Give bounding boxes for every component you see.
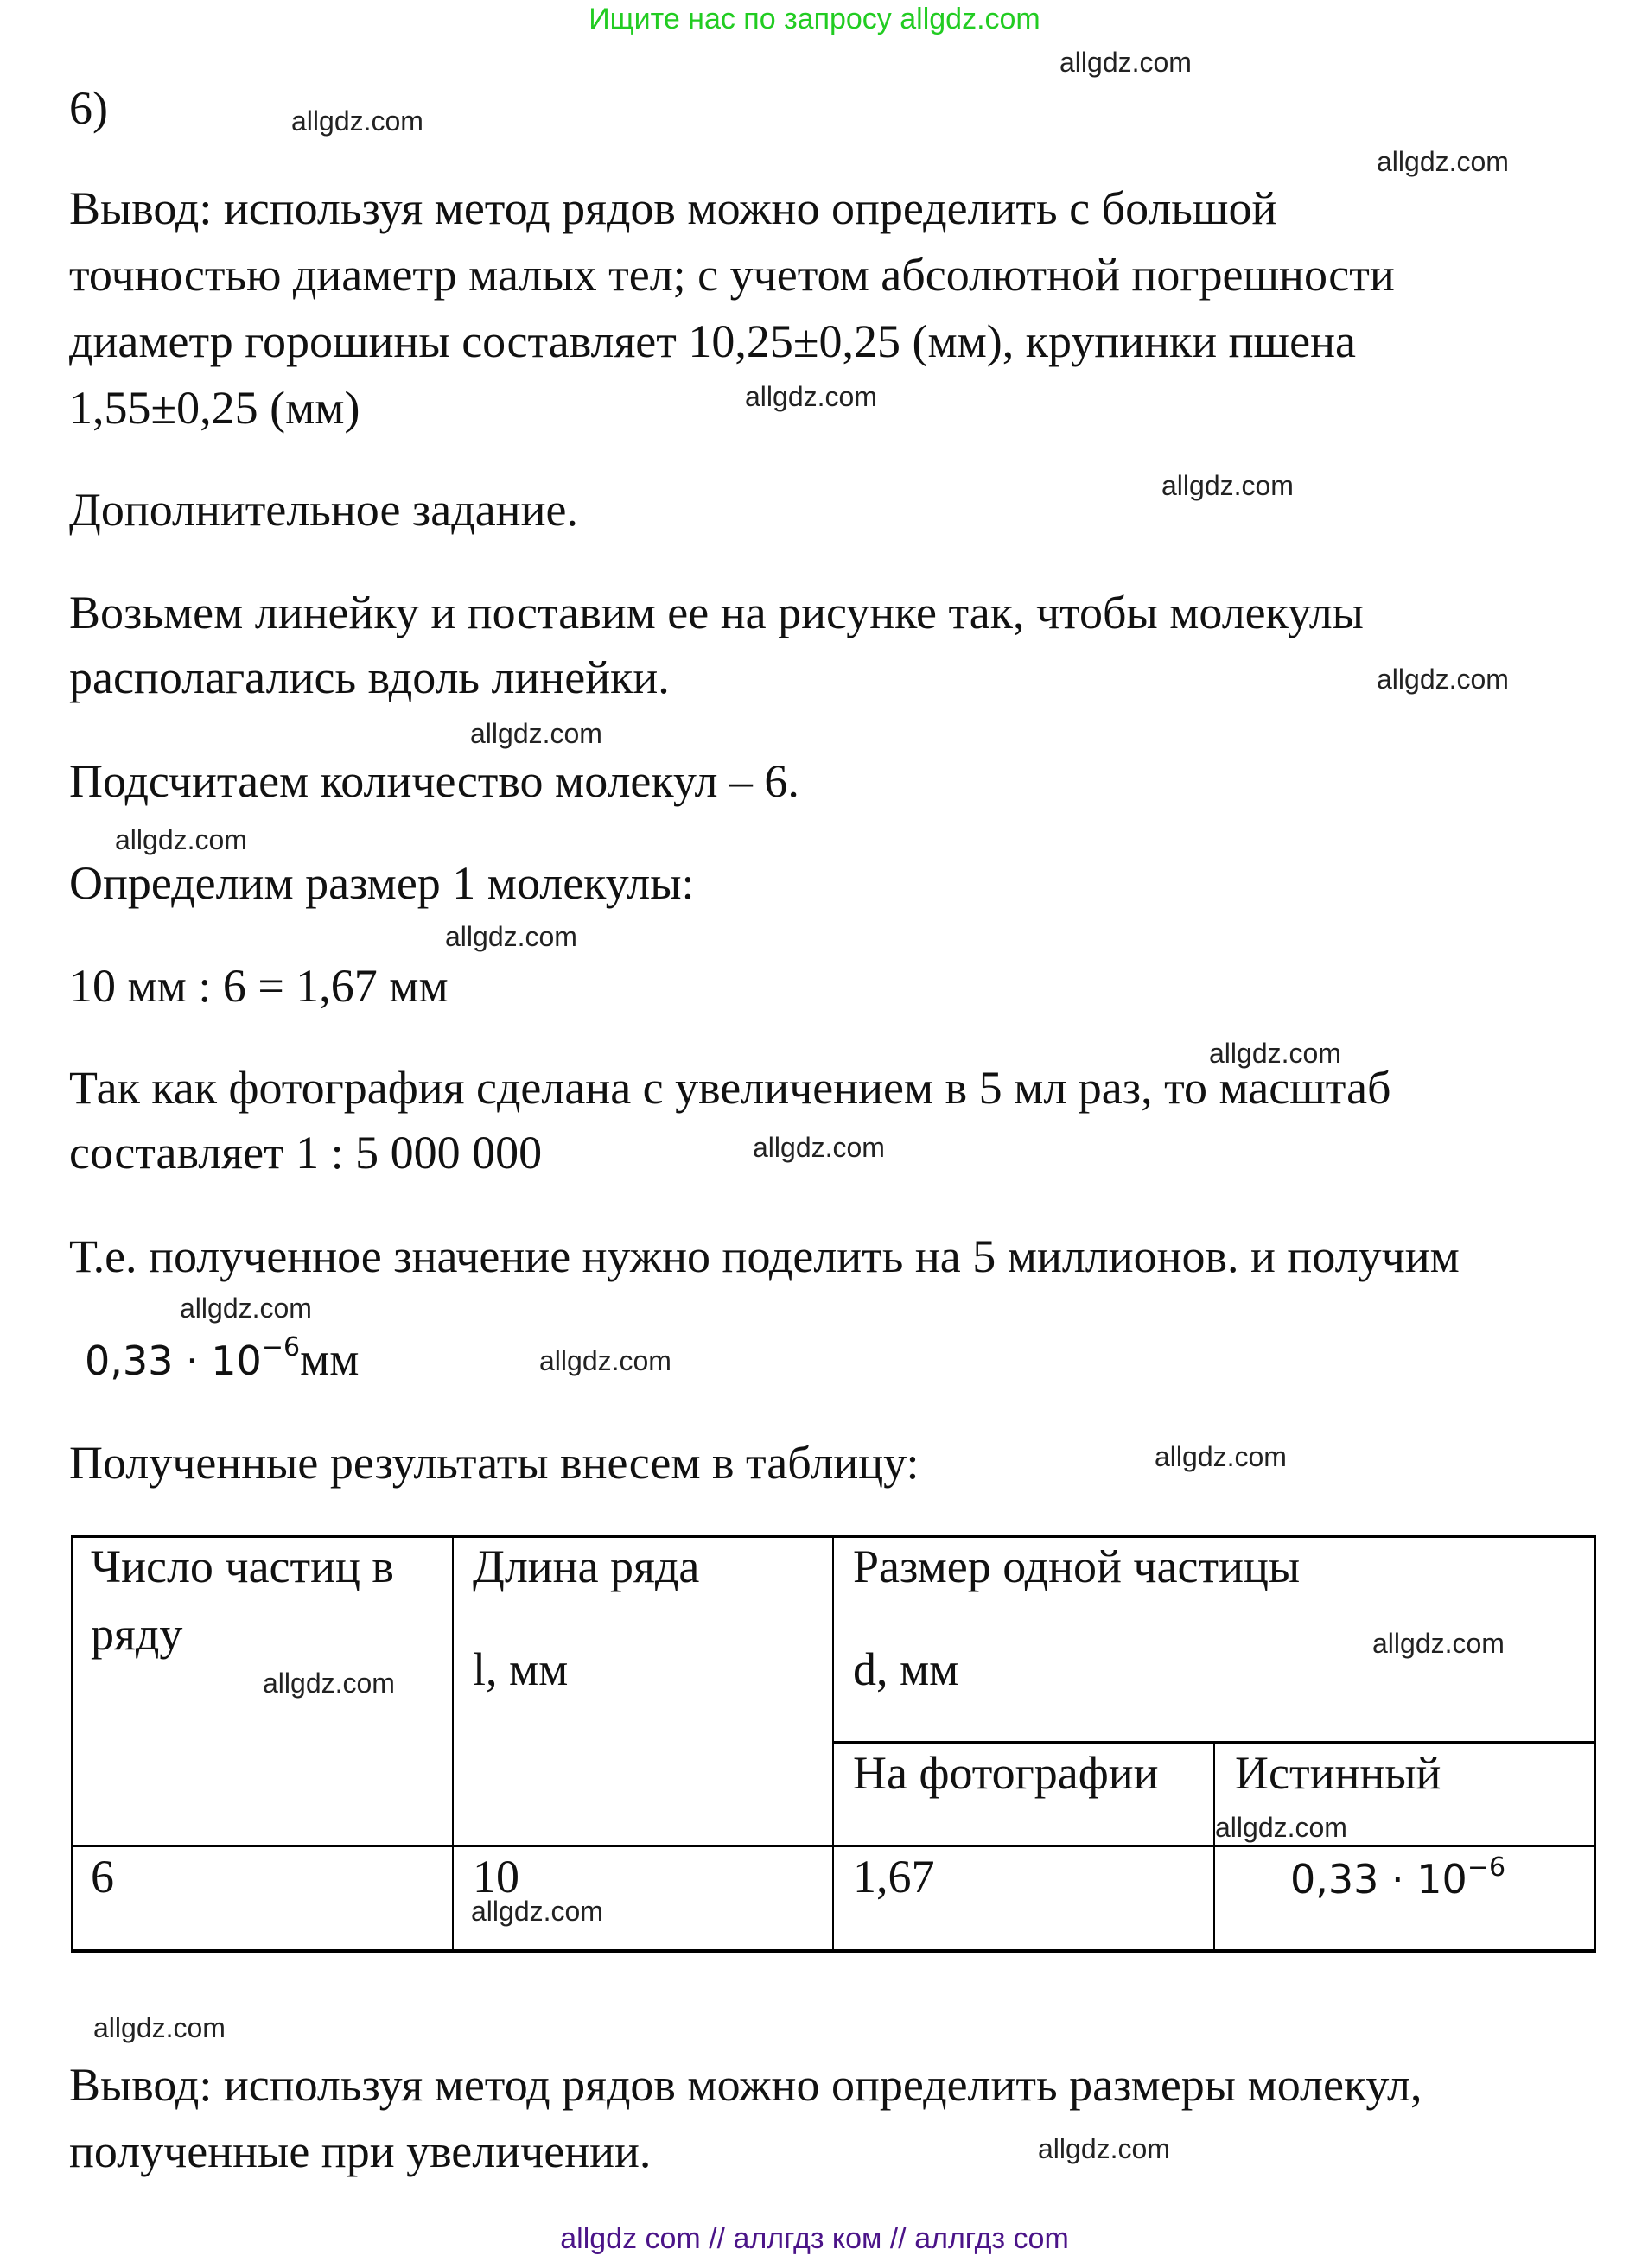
watermark: allgdz.com — [1215, 1812, 1347, 1843]
watermark: allgdz.com — [115, 824, 247, 855]
scale-line: Так как фотография сделана с увеличением в 5 мл раз, то масштаб — [69, 1062, 1391, 1114]
cell-count: 6 — [91, 1851, 114, 1903]
conclusion-line: 1,55±0,25 (мм) — [69, 382, 360, 434]
count-text: Подсчитаем количество молекул – 6. — [69, 755, 799, 807]
divide-text: Т.е. полученное значение нужно поделить на 5 миллионов. и получим — [69, 1230, 1460, 1282]
cell-true-exponent: −6 — [1467, 1852, 1506, 1883]
watermark: allgdz.com — [1209, 1038, 1341, 1069]
extra-task-heading: Дополнительное задание. — [69, 484, 578, 536]
result-mantissa: 0,33 · 10 — [85, 1337, 262, 1384]
watermark: allgdz.com — [1161, 470, 1294, 501]
size-intro: Определим размер 1 молекулы: — [69, 857, 695, 909]
header-size-unit: d, мм — [853, 1643, 959, 1695]
watermark: allgdz.com — [1038, 2133, 1170, 2164]
table-divider — [832, 1535, 834, 1953]
conclusion2-line: полученные при увеличении. — [69, 2125, 652, 2177]
watermark: allgdz.com — [1372, 1628, 1505, 1659]
watermark: allgdz.com — [471, 1896, 603, 1927]
result-formula — [85, 1326, 359, 1394]
header-true: Истинный — [1235, 1747, 1441, 1799]
header-count: Число частиц в — [91, 1541, 394, 1592]
table-divider — [1213, 1742, 1215, 1953]
calculation: 10 мм : 6 = 1,67 мм — [69, 960, 449, 1012]
watermark: allgdz.com — [1059, 47, 1192, 78]
header-length-unit: l, мм — [473, 1643, 569, 1695]
header-photo: На фотографии — [853, 1747, 1159, 1799]
cell-true — [1290, 1846, 1505, 1913]
watermark: allgdz.com — [745, 381, 877, 412]
watermark: allgdz.com — [470, 718, 602, 749]
cell-true-mantissa: 0,33 · 10 — [1290, 1856, 1467, 1903]
header-banner[interactable]: Ищите нас по запросу allgdz.com — [589, 3, 1040, 35]
watermark: allgdz.com — [1155, 1441, 1287, 1472]
watermark: allgdz.com — [291, 105, 423, 137]
watermark: allgdz.com — [445, 921, 577, 952]
header-length: Длина ряда — [473, 1541, 700, 1592]
item-label: 6) — [69, 82, 108, 134]
watermark: allgdz.com — [753, 1132, 885, 1163]
table-divider — [452, 1535, 454, 1953]
conclusion2-line: Вывод: используя метод рядов можно определить размеры молекул, — [69, 2059, 1422, 2111]
watermark: allgdz.com — [180, 1293, 312, 1324]
cell-length: 10 — [473, 1851, 519, 1903]
watermark: allgdz.com — [93, 2012, 226, 2043]
conclusion-line: диаметр горошины составляет 10,25±0,25 (мм), крупинки пшена — [69, 315, 1356, 367]
watermark: allgdz.com — [1377, 664, 1509, 695]
table-intro: Полученные результаты внесем в таблицу: — [69, 1437, 919, 1489]
result-unit: мм — [300, 1333, 360, 1385]
ruler-line: Возьмем линейку и поставим ее на рисунке так, чтобы молекулы — [69, 587, 1364, 638]
cell-photo: 1,67 — [853, 1851, 935, 1903]
ruler-line: располагались вдоль линейки. — [69, 651, 670, 703]
header-count: ряду — [91, 1608, 183, 1660]
watermark: allgdz.com — [539, 1345, 671, 1376]
result-exponent: −6 — [261, 1332, 301, 1363]
header-size: Размер одной частицы — [853, 1541, 1301, 1592]
watermark: allgdz.com — [263, 1668, 395, 1699]
conclusion-line: Вывод: используя метод рядов можно определить с большой — [69, 182, 1277, 234]
table-border — [1594, 1535, 1596, 1953]
scale-line: составляет 1 : 5 000 000 — [69, 1127, 543, 1178]
table-border — [71, 1535, 73, 1953]
footer-banner[interactable]: allgdz com // аллгдз ком // аллгдз com — [560, 2222, 1069, 2255]
conclusion-line: точностью диаметр малых тел; с учетом абсолютной погрешности — [69, 249, 1395, 301]
watermark: allgdz.com — [1377, 146, 1509, 177]
